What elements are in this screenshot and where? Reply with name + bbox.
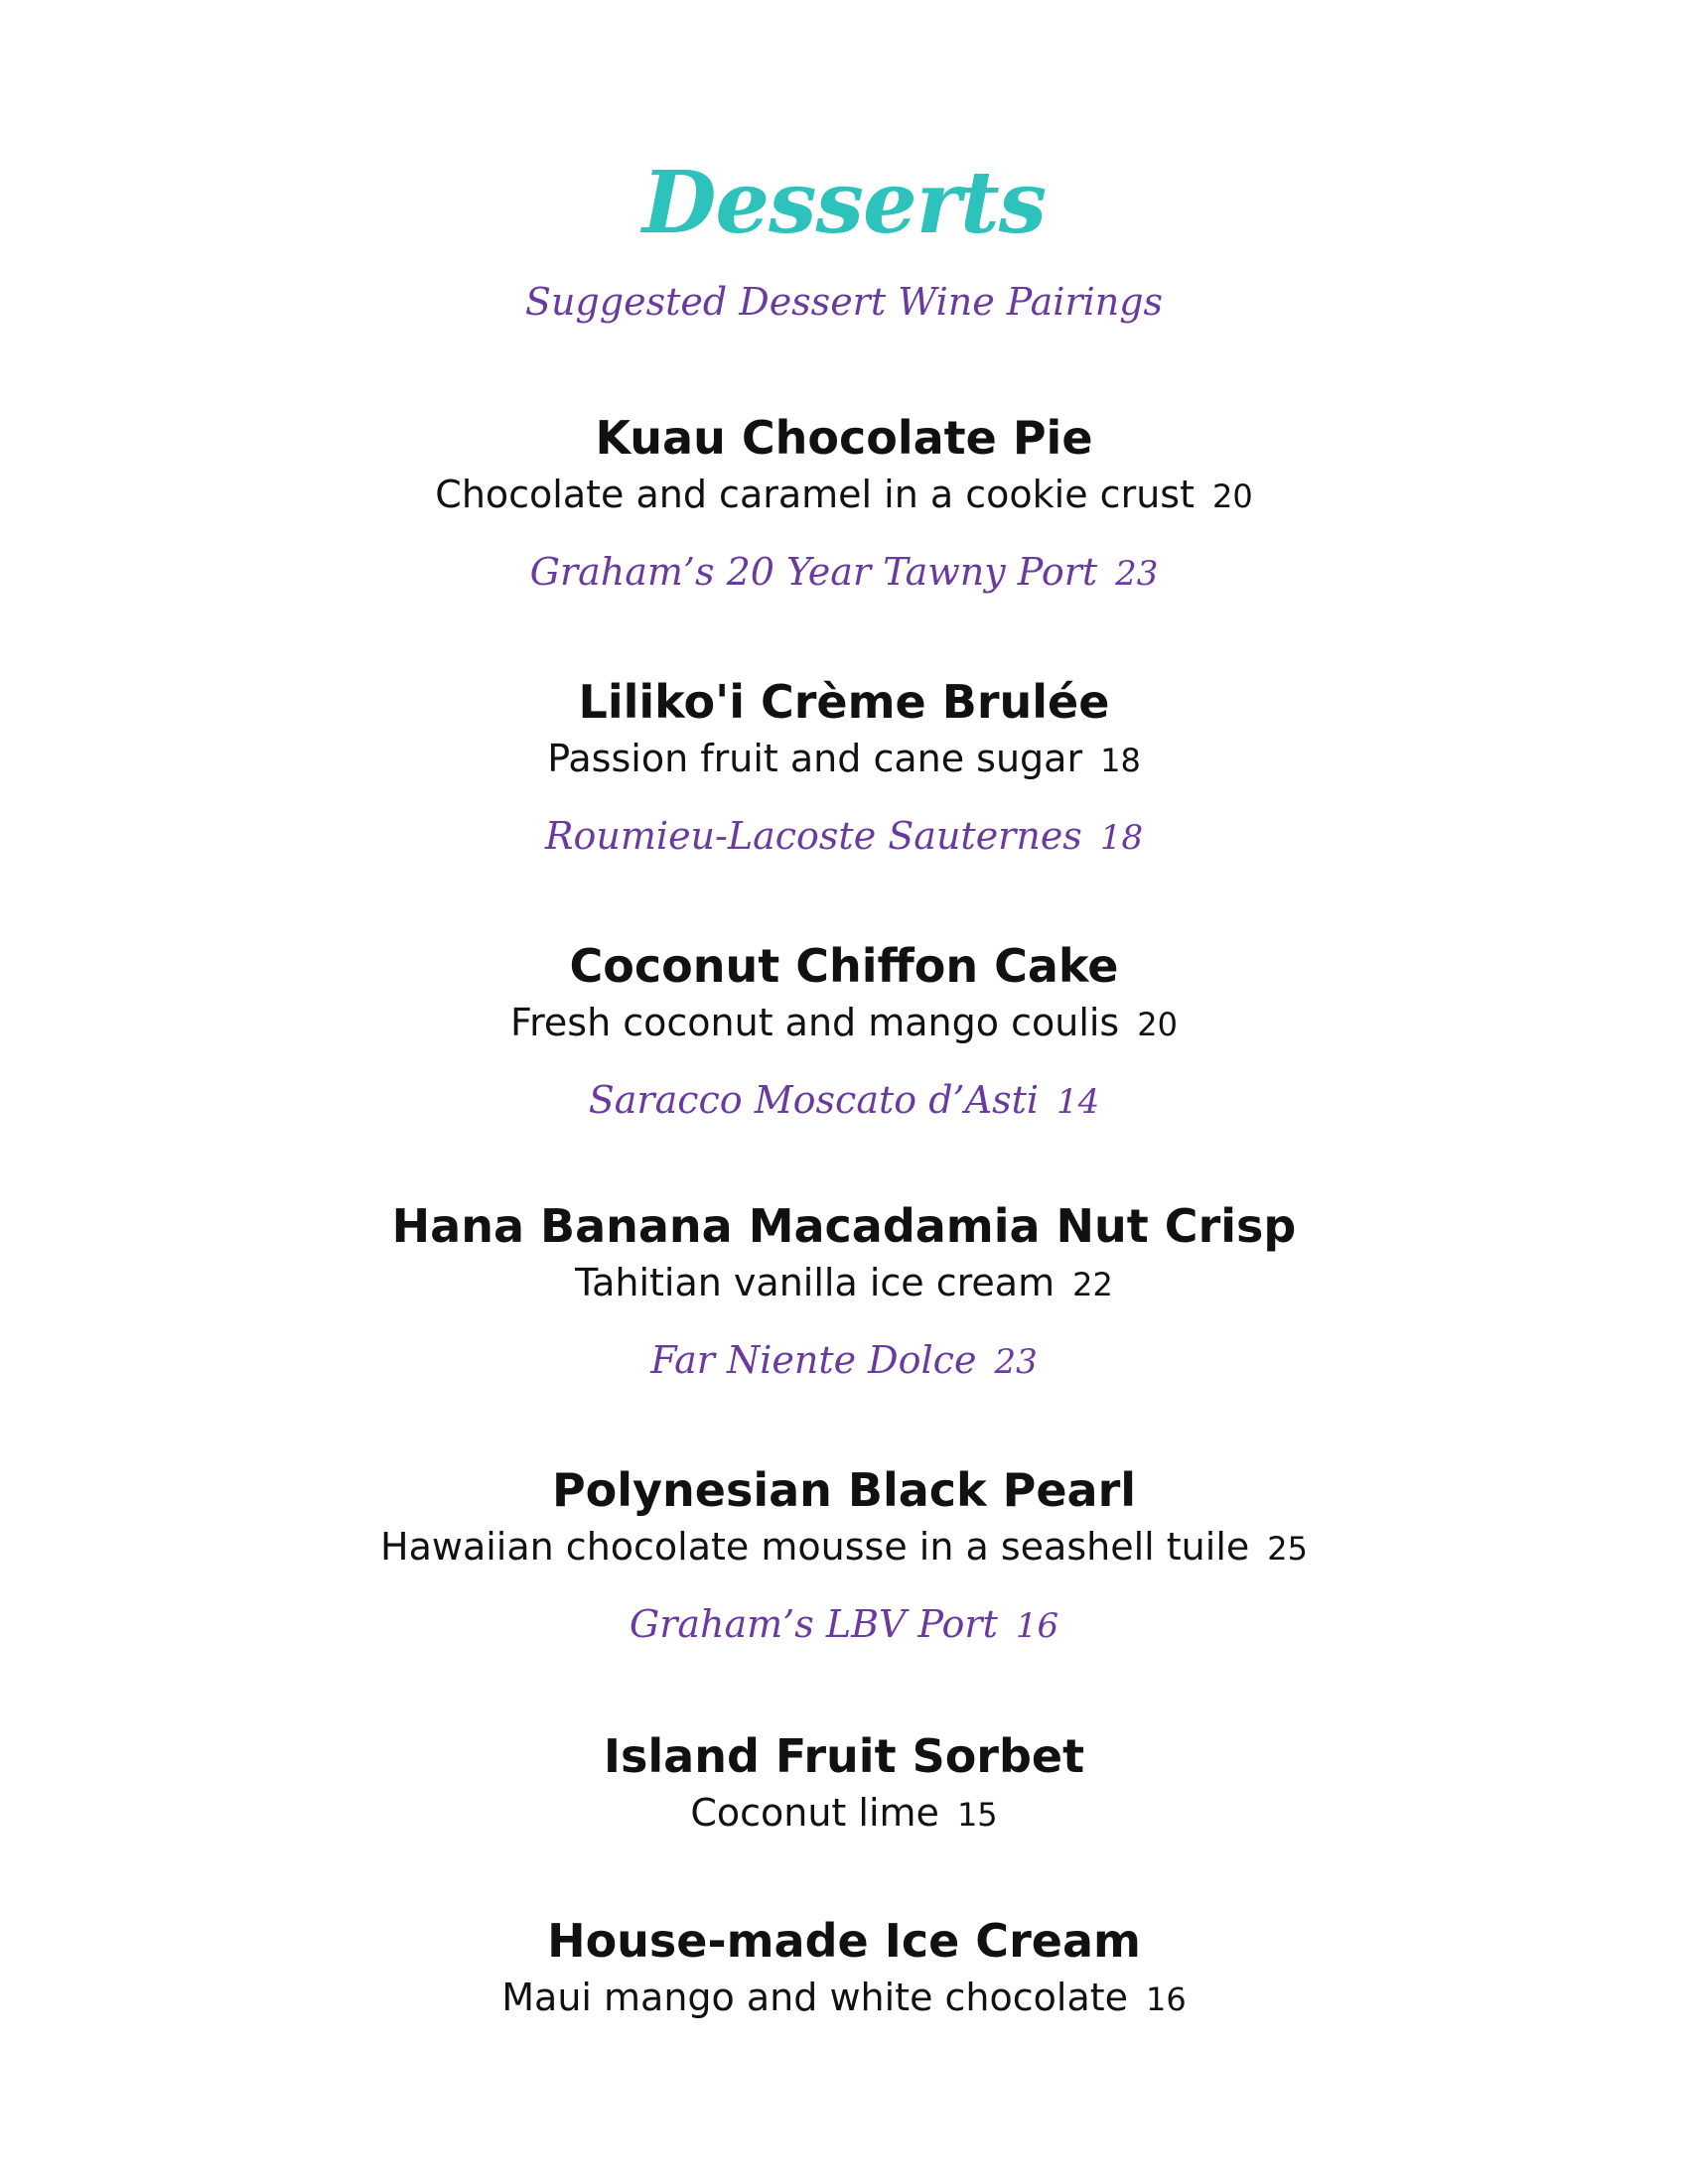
- wine-price: 23: [994, 1342, 1038, 1382]
- item-description: Fresh coconut and mango coulis: [510, 1001, 1120, 1044]
- wine-name: Saracco Moscato d’Asti: [588, 1078, 1039, 1122]
- item-name: Island Fruit Sorbet: [603, 1729, 1085, 1783]
- menu-item-house-made-ice-cream: [0, 1910, 1688, 2027]
- item-name: Hana Banana Macadamia Nut Crisp: [391, 1199, 1297, 1253]
- menu-item-polynesian-black-pearl: [0, 1459, 1688, 1654]
- item-description-line: [0, 1785, 1688, 1843]
- item-price: 15: [956, 1796, 998, 1834]
- menu-item-hana-banana-macadamia-nut-crisp: [0, 1195, 1688, 1390]
- wine-name: Graham’s 20 Year Tawny Port: [529, 550, 1098, 594]
- item-name: Liliko'i Crème Brulée: [578, 675, 1110, 729]
- item-description-line: [0, 731, 1688, 788]
- item-description-line: [0, 995, 1688, 1052]
- wine-price: 16: [1015, 1606, 1059, 1646]
- item-price: 18: [1100, 742, 1141, 779]
- item-name: Polynesian Black Pearl: [551, 1463, 1137, 1517]
- item-price: 20: [1137, 1006, 1178, 1043]
- wine-pairing: [0, 808, 1688, 866]
- menu-item-lilikoi-creme-brulee: [0, 671, 1688, 866]
- item-description-line: [0, 467, 1688, 524]
- menu-subtitle: Suggested Dessert Wine Pairings: [524, 280, 1164, 324]
- wine-price: 23: [1115, 554, 1159, 594]
- item-name: House-made Ice Cream: [547, 1914, 1141, 1968]
- wine-name: Far Niente Dolce: [650, 1338, 977, 1382]
- menu-title: Desserts: [641, 153, 1047, 253]
- wine-price: 18: [1099, 818, 1144, 858]
- item-description: Tahitian vanilla ice cream: [575, 1261, 1055, 1304]
- item-price: 25: [1267, 1530, 1308, 1568]
- wine-name: Roumieu-Lacoste Sauternes: [544, 814, 1082, 858]
- menu-item-kuau-chocolate-pie: [0, 407, 1688, 602]
- item-description: Maui mango and white chocolate: [501, 1976, 1129, 2019]
- menu-item-coconut-chiffon-cake: [0, 935, 1688, 1130]
- item-description: Coconut lime: [690, 1791, 939, 1835]
- item-price: 16: [1146, 1980, 1187, 2018]
- wine-pairing: [0, 1332, 1688, 1390]
- item-description: Chocolate and caramel in a cookie crust: [435, 473, 1195, 516]
- item-description: Hawaiian chocolate mousse in a seashell tuile: [380, 1525, 1250, 1569]
- item-price: 22: [1072, 1266, 1113, 1303]
- item-name: Coconut Chiffon Cake: [569, 939, 1119, 993]
- menu-item-island-fruit-sorbet: [0, 1725, 1688, 1843]
- item-name: Kuau Chocolate Pie: [595, 411, 1093, 465]
- wine-pairing: [0, 1596, 1688, 1654]
- item-description: Passion fruit and cane sugar: [547, 737, 1083, 780]
- item-description-line: [0, 1970, 1688, 2027]
- wine-name: Graham’s LBV Port: [629, 1602, 998, 1646]
- wine-pairing: [0, 1072, 1688, 1130]
- wine-pairing: [0, 544, 1688, 602]
- item-description-line: [0, 1255, 1688, 1312]
- item-price: 20: [1211, 478, 1253, 515]
- item-description-line: [0, 1519, 1688, 1576]
- wine-price: 14: [1056, 1082, 1100, 1122]
